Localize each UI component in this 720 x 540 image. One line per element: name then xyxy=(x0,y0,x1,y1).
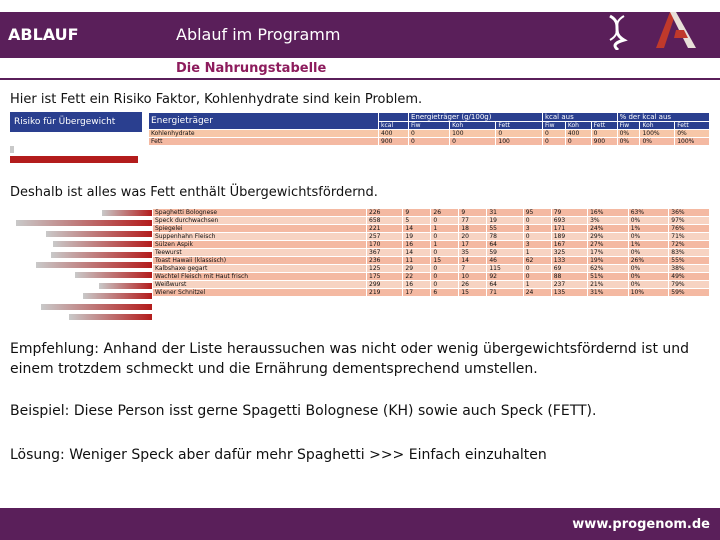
table-cell: 1% xyxy=(628,241,669,249)
column-header: Fiw xyxy=(617,122,640,130)
food-name: Wiener Schnitzel xyxy=(153,289,367,297)
table-cell: 299 xyxy=(367,281,403,289)
food-name: Sülzen Aspik xyxy=(153,241,367,249)
column-header: Fiw xyxy=(542,122,565,130)
risk-bars xyxy=(10,136,148,166)
table-cell: 0% xyxy=(628,233,669,241)
table-row xyxy=(153,249,710,257)
table-cell: 0 xyxy=(565,138,591,146)
row-name: Fett xyxy=(149,138,379,146)
column-header: kcal xyxy=(379,122,409,130)
table-cell: 257 xyxy=(367,233,403,241)
table-cell: 0 xyxy=(523,233,551,241)
column-header: Fett xyxy=(496,122,543,130)
table-cell: 133 xyxy=(551,257,587,265)
fat-text: Deshalb ist alles was Fett enthält Übergewichtsfördernd. xyxy=(10,185,378,200)
table-cell: 9 xyxy=(459,209,487,217)
energy-data-table xyxy=(148,112,710,146)
table-cell: 79% xyxy=(669,281,710,289)
table-cell: 15 xyxy=(431,257,459,265)
table-row xyxy=(153,241,710,249)
fat-bar xyxy=(69,314,152,320)
table-cell: 0 xyxy=(409,130,450,138)
table-cell: 26% xyxy=(628,257,669,265)
table-cell: 237 xyxy=(551,281,587,289)
section-title: ABLAUF xyxy=(8,25,79,44)
table-cell: 0 xyxy=(523,265,551,273)
brand-logo-icon xyxy=(650,8,700,52)
risk-bar xyxy=(10,156,138,163)
table-cell: 0 xyxy=(431,233,459,241)
table-cell: 36% xyxy=(669,209,710,217)
table-cell: 49% xyxy=(669,273,710,281)
table-cell: 38% xyxy=(669,265,710,273)
food-table xyxy=(152,208,710,297)
table-cell: 29 xyxy=(403,265,431,273)
table-cell: 31 xyxy=(487,209,523,217)
table-cell: 0 xyxy=(409,138,450,146)
table-cell: 6 xyxy=(431,289,459,297)
table-cell: 0% xyxy=(617,138,640,146)
table-row xyxy=(153,265,710,273)
group-header: Energieträger (g/100g) xyxy=(409,113,543,122)
table-cell: 0% xyxy=(628,265,669,273)
fat-bar xyxy=(83,293,152,299)
intro-text: Hier ist Fett ein Risiko Faktor, Kohlenhydrate sind kein Problem. xyxy=(10,92,423,107)
table-cell: 0 xyxy=(431,217,459,225)
table-cell: 1% xyxy=(628,225,669,233)
table-cell: 35 xyxy=(459,249,487,257)
table-cell: 0% xyxy=(617,130,640,138)
table-cell: 69 xyxy=(551,265,587,273)
food-name: Wachtel Fleisch mit Haut frisch xyxy=(153,273,367,281)
table-cell: 88 xyxy=(551,273,587,281)
food-name: Kalbshaxe gegart xyxy=(153,265,367,273)
table-cell: 693 xyxy=(551,217,587,225)
fat-bar xyxy=(36,262,152,268)
group-header: % der kcal aus xyxy=(617,113,709,122)
table-cell: 17 xyxy=(459,241,487,249)
table-cell: 226 xyxy=(367,209,403,217)
table-cell: 97% xyxy=(669,217,710,225)
table-row xyxy=(149,130,710,138)
table-cell: 5 xyxy=(403,217,431,225)
row-name: Kohlenhydrate xyxy=(149,130,379,138)
table-cell: 236 xyxy=(367,257,403,265)
table-cell: 1 xyxy=(523,281,551,289)
group-header: kcal aus xyxy=(542,113,617,122)
table-cell: 0 xyxy=(450,138,496,146)
table-row xyxy=(153,209,710,217)
table-cell: 14 xyxy=(459,257,487,265)
table-cell: 95 xyxy=(523,209,551,217)
table-cell: 27% xyxy=(588,241,629,249)
table-cell: 0 xyxy=(431,265,459,273)
recommendation-text: Empfehlung: Anhand der Liste heraussuchen was nicht oder wenig übergewichtsfördernd ist und einem trotzdem schmeckt und die Ernährung dementsprechend umstellen. xyxy=(10,341,690,377)
table-cell: 0% xyxy=(675,130,710,138)
table-cell: 3 xyxy=(523,225,551,233)
table-cell: 22 xyxy=(403,273,431,281)
table-cell: 400 xyxy=(565,130,591,138)
table-cell: 71% xyxy=(669,233,710,241)
food-name: Speck durchwachsen xyxy=(153,217,367,225)
table-cell: 31% xyxy=(588,289,629,297)
fat-bar xyxy=(16,220,152,226)
slide-heading: Ablauf im Programm xyxy=(176,25,341,44)
table-cell: 0 xyxy=(591,130,617,138)
table-cell: 18 xyxy=(459,225,487,233)
table-row xyxy=(153,273,710,281)
table1-title: Energieträger xyxy=(149,113,379,130)
table-cell: 1 xyxy=(523,249,551,257)
slide-subheading: Die Nahrungstabelle xyxy=(176,61,327,76)
table-cell: 29% xyxy=(588,233,629,241)
table-cell: 26 xyxy=(431,209,459,217)
fat-bar xyxy=(75,272,152,278)
table-cell: 1 xyxy=(431,225,459,233)
table-cell: 900 xyxy=(591,138,617,146)
column-header: Koh xyxy=(450,122,496,130)
table-cell: 17% xyxy=(588,249,629,257)
table-cell: 46 xyxy=(487,257,523,265)
fat-bar xyxy=(99,283,152,289)
fat-bar xyxy=(46,231,152,237)
table-cell: 170 xyxy=(367,241,403,249)
table-cell: 59 xyxy=(487,249,523,257)
table-row xyxy=(153,281,710,289)
food-name: Toast Hawaii (klassisch) xyxy=(153,257,367,265)
table-cell: 16% xyxy=(588,209,629,217)
table-cell: 167 xyxy=(551,241,587,249)
table-cell: 16 xyxy=(403,281,431,289)
header-divider xyxy=(0,78,720,80)
table-cell: 64 xyxy=(487,241,523,249)
table-cell: 62 xyxy=(523,257,551,265)
table-cell: 72% xyxy=(669,241,710,249)
table-cell: 7 xyxy=(459,265,487,273)
table-cell: 77 xyxy=(459,217,487,225)
table-row xyxy=(153,225,710,233)
table-cell: 9 xyxy=(403,209,431,217)
table-cell: 0% xyxy=(628,217,669,225)
table-cell: 0 xyxy=(496,130,543,138)
table-cell: 92 xyxy=(487,273,523,281)
table-cell: 0 xyxy=(431,281,459,289)
column-header: Koh xyxy=(565,122,591,130)
column-header: Koh xyxy=(640,122,675,130)
fat-bar xyxy=(102,210,152,216)
fat-bar xyxy=(51,252,152,258)
table-cell: 59% xyxy=(669,289,710,297)
table-cell: 14 xyxy=(403,249,431,257)
table-cell: 115 xyxy=(487,265,523,273)
table-cell: 1 xyxy=(431,241,459,249)
table-row xyxy=(153,233,710,241)
column-header: Fiw xyxy=(409,122,450,130)
table-cell: 0% xyxy=(628,281,669,289)
table-cell: 51% xyxy=(588,273,629,281)
website-link[interactable]: www.progenom.de xyxy=(572,517,710,532)
column-header: Fett xyxy=(675,122,710,130)
risk-bar xyxy=(10,146,14,153)
table-cell: 0% xyxy=(628,249,669,257)
table-row xyxy=(149,138,710,146)
column-header: Fett xyxy=(591,122,617,130)
table-cell: 100 xyxy=(450,130,496,138)
table-cell: 367 xyxy=(367,249,403,257)
table-cell: 175 xyxy=(367,273,403,281)
table-cell: 325 xyxy=(551,249,587,257)
risk-header: Risiko für Übergewicht xyxy=(10,112,142,132)
table-row xyxy=(153,217,710,225)
table-cell: 100% xyxy=(640,130,675,138)
table-cell: 0 xyxy=(523,273,551,281)
table-cell: 219 xyxy=(367,289,403,297)
table-cell: 100% xyxy=(675,138,710,146)
table-cell: 3 xyxy=(523,241,551,249)
table-cell: 78 xyxy=(487,233,523,241)
table-cell: 62% xyxy=(588,265,629,273)
table-row xyxy=(153,257,710,265)
food-bars xyxy=(10,208,152,324)
table-cell: 0 xyxy=(523,217,551,225)
table-cell: 26 xyxy=(459,281,487,289)
table-cell: 24% xyxy=(588,225,629,233)
solution-text: Lösung: Weniger Speck aber dafür mehr Spaghetti >>> Einfach einzuhalten xyxy=(10,447,547,463)
table-cell: 19 xyxy=(403,233,431,241)
table-cell: 10% xyxy=(628,289,669,297)
food-name: Spaghetti Bolognese xyxy=(153,209,367,217)
table-cell: 17 xyxy=(403,289,431,297)
table-cell: 0% xyxy=(640,138,675,146)
table-cell: 63% xyxy=(628,209,669,217)
table-cell: 10 xyxy=(459,273,487,281)
table-cell: 19% xyxy=(588,257,629,265)
table-cell: 24 xyxy=(523,289,551,297)
footer-bar xyxy=(0,508,720,540)
table-cell: 135 xyxy=(551,289,587,297)
table-cell: 79 xyxy=(551,209,587,217)
table-cell: 400 xyxy=(379,130,409,138)
table-cell: 21% xyxy=(588,281,629,289)
table-cell: 221 xyxy=(367,225,403,233)
example-text: Beispiel: Diese Person isst gerne Spagetti Bolognese (KH) sowie auch Speck (FETT). xyxy=(10,403,597,419)
table-cell: 19 xyxy=(487,217,523,225)
table-cell: 14 xyxy=(403,225,431,233)
table-cell: 11 xyxy=(403,257,431,265)
food-name: Suppenhahn Fleisch xyxy=(153,233,367,241)
table-cell: 900 xyxy=(379,138,409,146)
table-cell: 0% xyxy=(628,273,669,281)
fat-bar xyxy=(53,241,152,247)
table-cell: 0 xyxy=(542,130,565,138)
food-name: Spiegelei xyxy=(153,225,367,233)
table-cell: 55 xyxy=(487,225,523,233)
table-cell: 189 xyxy=(551,233,587,241)
table-cell: 83% xyxy=(669,249,710,257)
table-cell: 15 xyxy=(459,289,487,297)
table-cell: 0 xyxy=(542,138,565,146)
table-cell: 16 xyxy=(403,241,431,249)
fat-bar xyxy=(41,304,152,310)
table-cell: 64 xyxy=(487,281,523,289)
table-cell: 55% xyxy=(669,257,710,265)
table-cell: 71 xyxy=(487,289,523,297)
dna-icon xyxy=(606,14,628,50)
table-cell: 100 xyxy=(496,138,543,146)
table-row xyxy=(153,289,710,297)
energy-table xyxy=(10,112,710,164)
table-cell: 0 xyxy=(431,273,459,281)
food-name: Teewurst xyxy=(153,249,367,257)
table-cell: 658 xyxy=(367,217,403,225)
food-name: Weißwurst xyxy=(153,281,367,289)
table-cell: 171 xyxy=(551,225,587,233)
table-cell: 20 xyxy=(459,233,487,241)
table-cell: 0 xyxy=(431,249,459,257)
table-cell: 3% xyxy=(588,217,629,225)
table-cell: 76% xyxy=(669,225,710,233)
slide-header xyxy=(0,0,720,80)
table-cell: 125 xyxy=(367,265,403,273)
